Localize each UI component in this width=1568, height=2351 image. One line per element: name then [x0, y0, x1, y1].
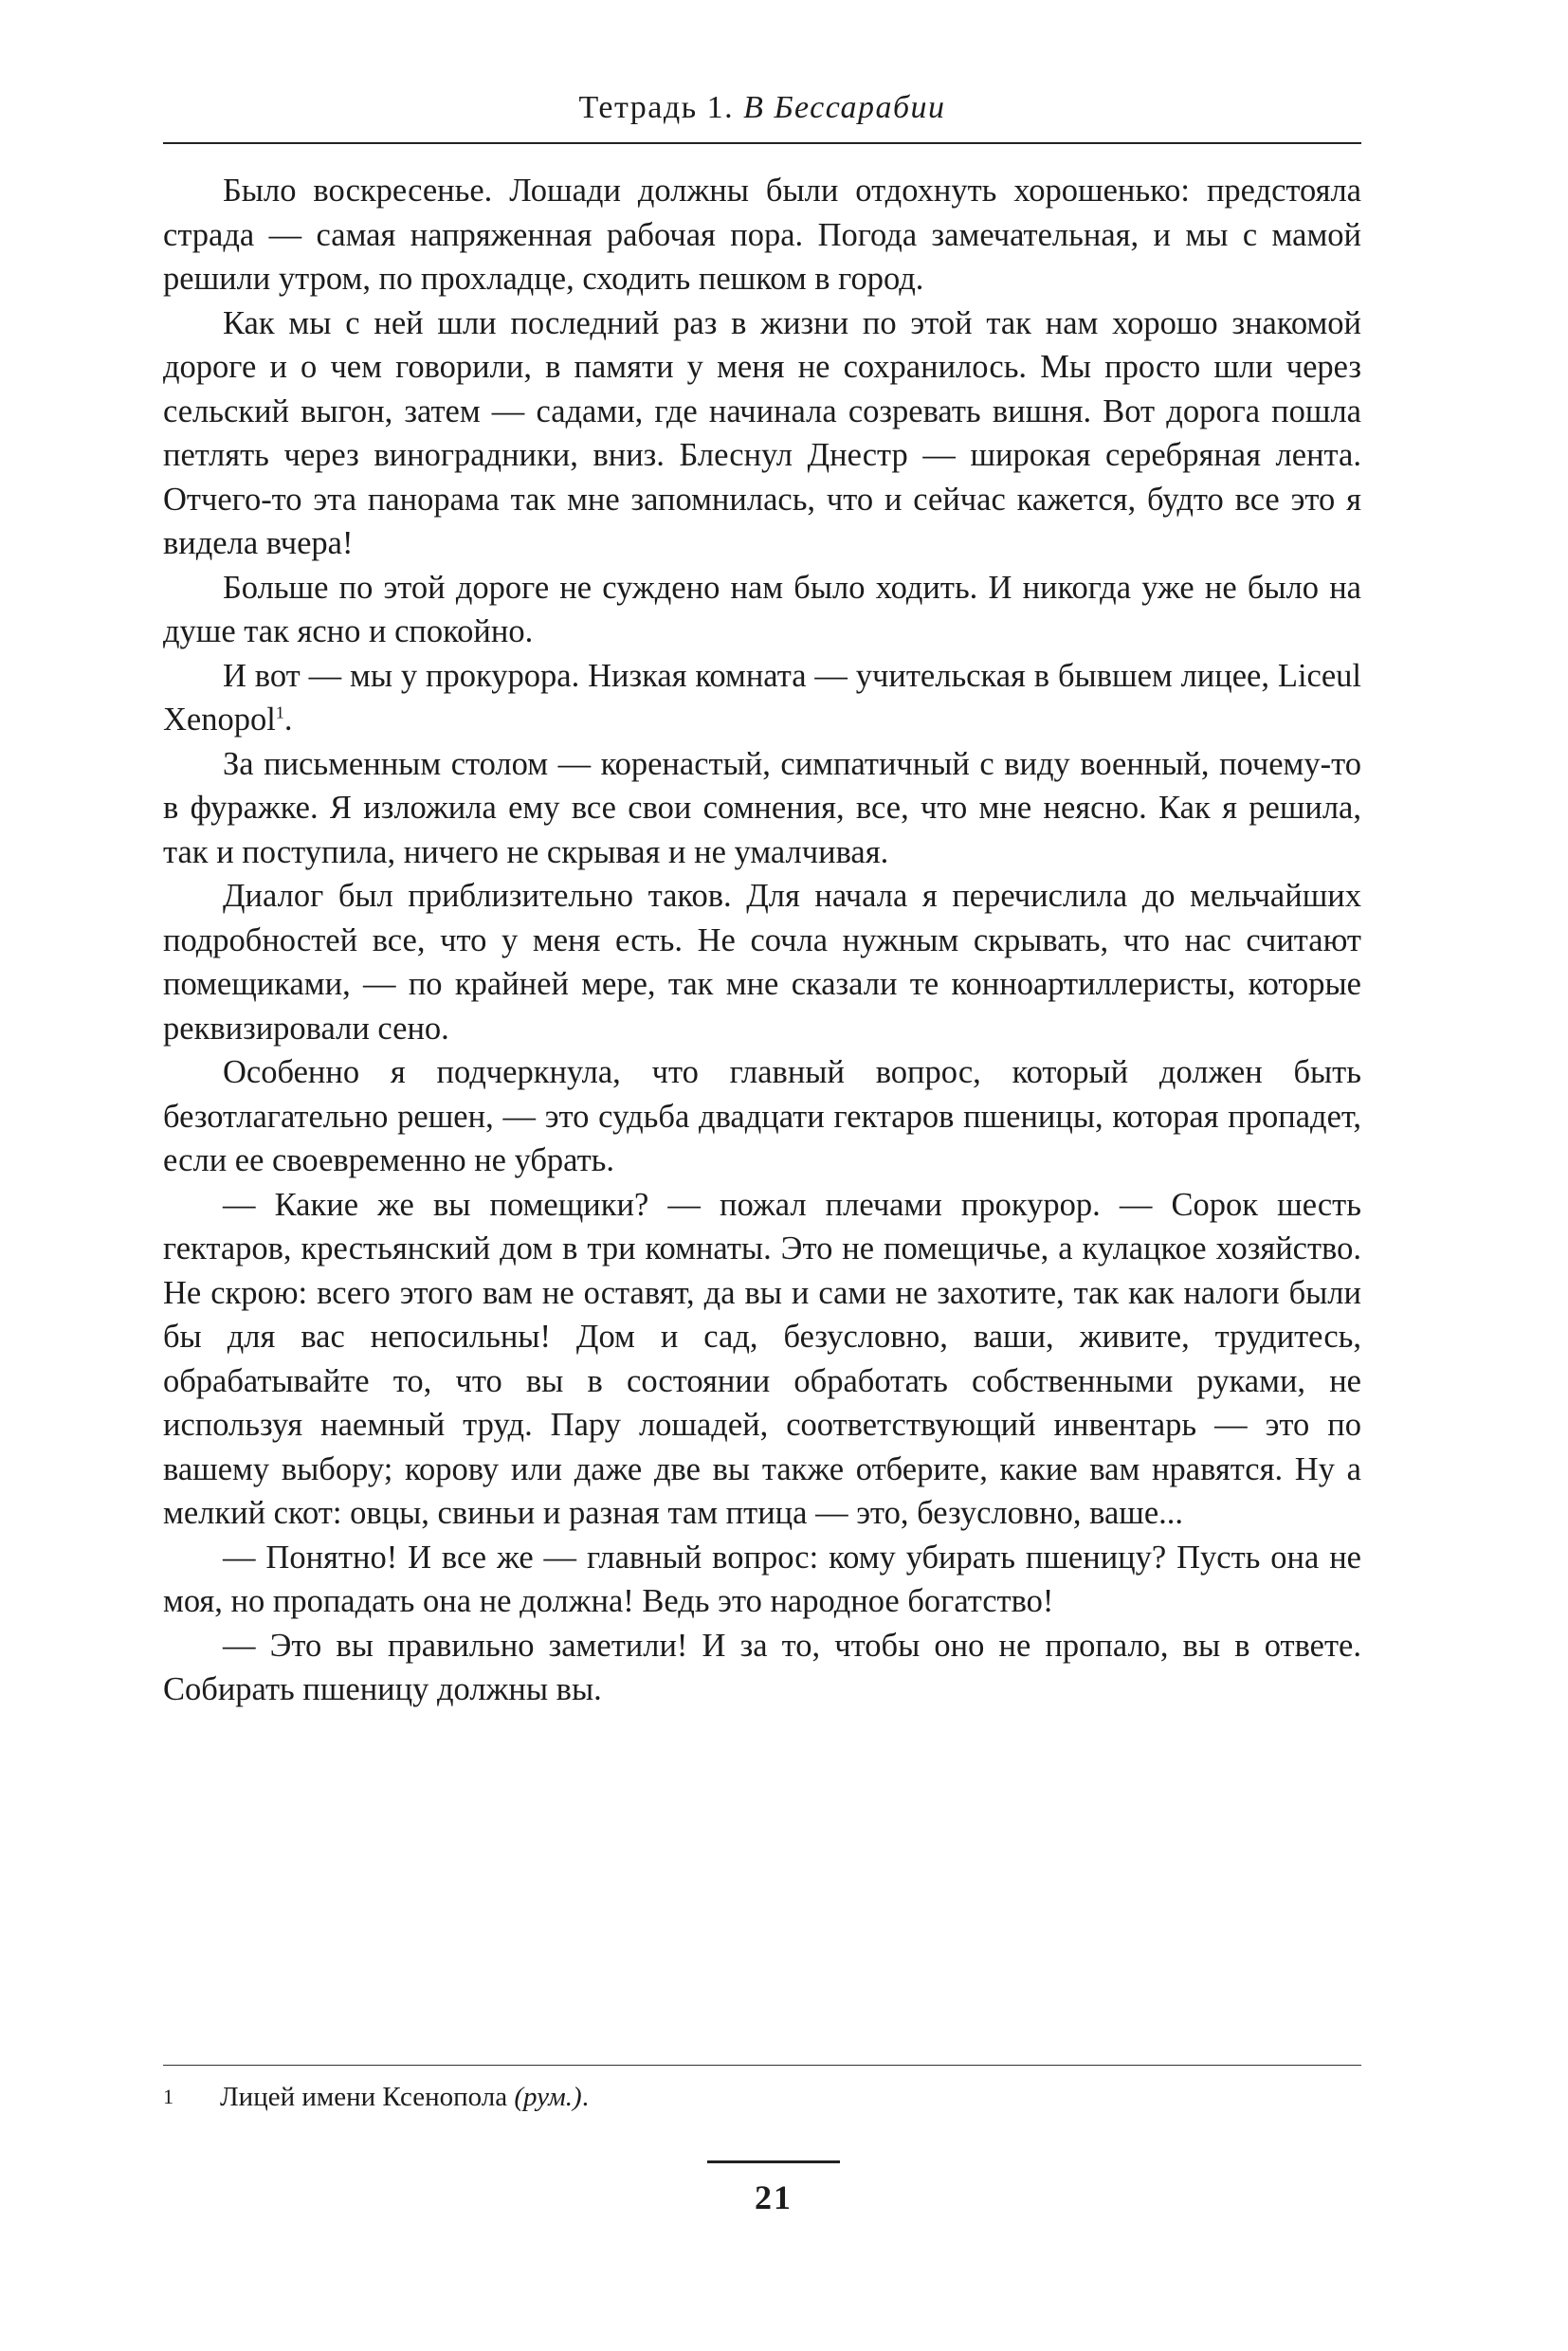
footnote-text: Лицей имени Ксенопола	[220, 2082, 515, 2112]
header-prefix: Тетрадь 1.	[578, 90, 744, 125]
running-header	[163, 87, 1361, 129]
footnote-note: (рум.)	[514, 2082, 582, 2112]
page-number: 21	[755, 2178, 793, 2216]
paragraph: За письменным столом — коренастый, симпатичный с виду военный, почему-то в фуражке. Я изложила ему все свои сомнения, все, что мне неясно. Как я решила, так и поступила, ничего не скрывая и не умалчивая.	[163, 745, 1361, 870]
paragraph: Больше по этой дороге не суждено нам было ходить. И никогда уже не было на душе так ясно и спокойно.	[163, 569, 1361, 649]
paragraph: Было воскресенье. Лошади должны были отдохнуть хорошенько: предстояла страда — самая напряженная рабочая пора. Погода замечательная, и мы с мамой решили утром, по прохладце, сходить пешком в город.	[163, 173, 1361, 297]
paragraph: — Понятно! И все же — главный вопрос: кому убирать пшеницу? Пусть она не моя, но пропадать она не должна! Ведь это народное богатство!	[163, 1539, 1361, 1619]
paragraph-text: И вот — мы у прокурора. Низкая комната — учительская в бывшем лицее, Liceul Xenopol	[163, 657, 1361, 738]
paragraph: Как мы с ней шли последний раз в жизни по этой так нам хорошо знакомой дороге и о чем говорили, в памяти у меня не сохранилось. Мы просто шли через сельский выгон, затем — садами, где начинала созревать вишня. Вот дорога пошла петлять через виноградники, вниз. Блеснул Днестр — широкая серебряная лента. Отчего-то эта панорама так мне запомнилась, что и сейчас кажется, будто все это я видела вчера!	[163, 304, 1361, 561]
paragraph-end: .	[283, 702, 293, 738]
paragraph: Особенно я подчеркнула, что главный вопрос, который должен быть безотлагательно решен, — это судьба двадцати гектаров пшеницы, которая пропадет, если ее своевременно не убрать.	[163, 1054, 1361, 1178]
body-text	[163, 169, 1361, 1712]
page-number-rule	[707, 2160, 840, 2163]
footnote-reference[interactable]: 1	[275, 702, 284, 722]
header-rule	[163, 142, 1361, 144]
paragraph: Диалог был приблизительно таков. Для начала я перечислила до мельчайших подробностей все, что у меня есть. Не сочла нужным скрывать, что нас считают помещиками, — по крайней мере, так мне сказали те конноартиллеристы, которые реквизировали сено.	[163, 878, 1361, 1047]
footnote-number: 1	[163, 2085, 173, 2108]
paragraph: — Это вы правильно заметили! И за то, чтобы оно не пропало, вы в ответе. Собирать пшеницу должны вы.	[163, 1627, 1361, 1707]
header-title: В Бессарабии	[743, 90, 946, 125]
paragraph	[163, 654, 1361, 742]
footnote-end: .	[581, 2082, 589, 2112]
paragraph: — Какие же вы помещики? — пожал плечами прокурор. — Сорок шесть гектаров, крестьянский дом в три комнаты. Это не помещичье, а кулацкое хозяйство. Не скрою: всего этого вам не оставят, да вы и сами не захотите, так как налоги были бы для вас непосильны! Дом и сад, безусловно, ваши, живите, трудитесь, обрабатывайте то, что вы в состоянии обработать собственными руками, не используя наемный труд. Пару лошадей, соответствующий инвентарь — это по вашему выбору; корову или даже две вы также отберите, какие вам нравятся. Ну а мелкий скот: овцы, свиньи и разная там птица — это, безусловно, ваше...	[163, 1186, 1361, 1531]
footnote	[163, 2078, 1361, 2116]
footnote-rule	[163, 2065, 1361, 2066]
